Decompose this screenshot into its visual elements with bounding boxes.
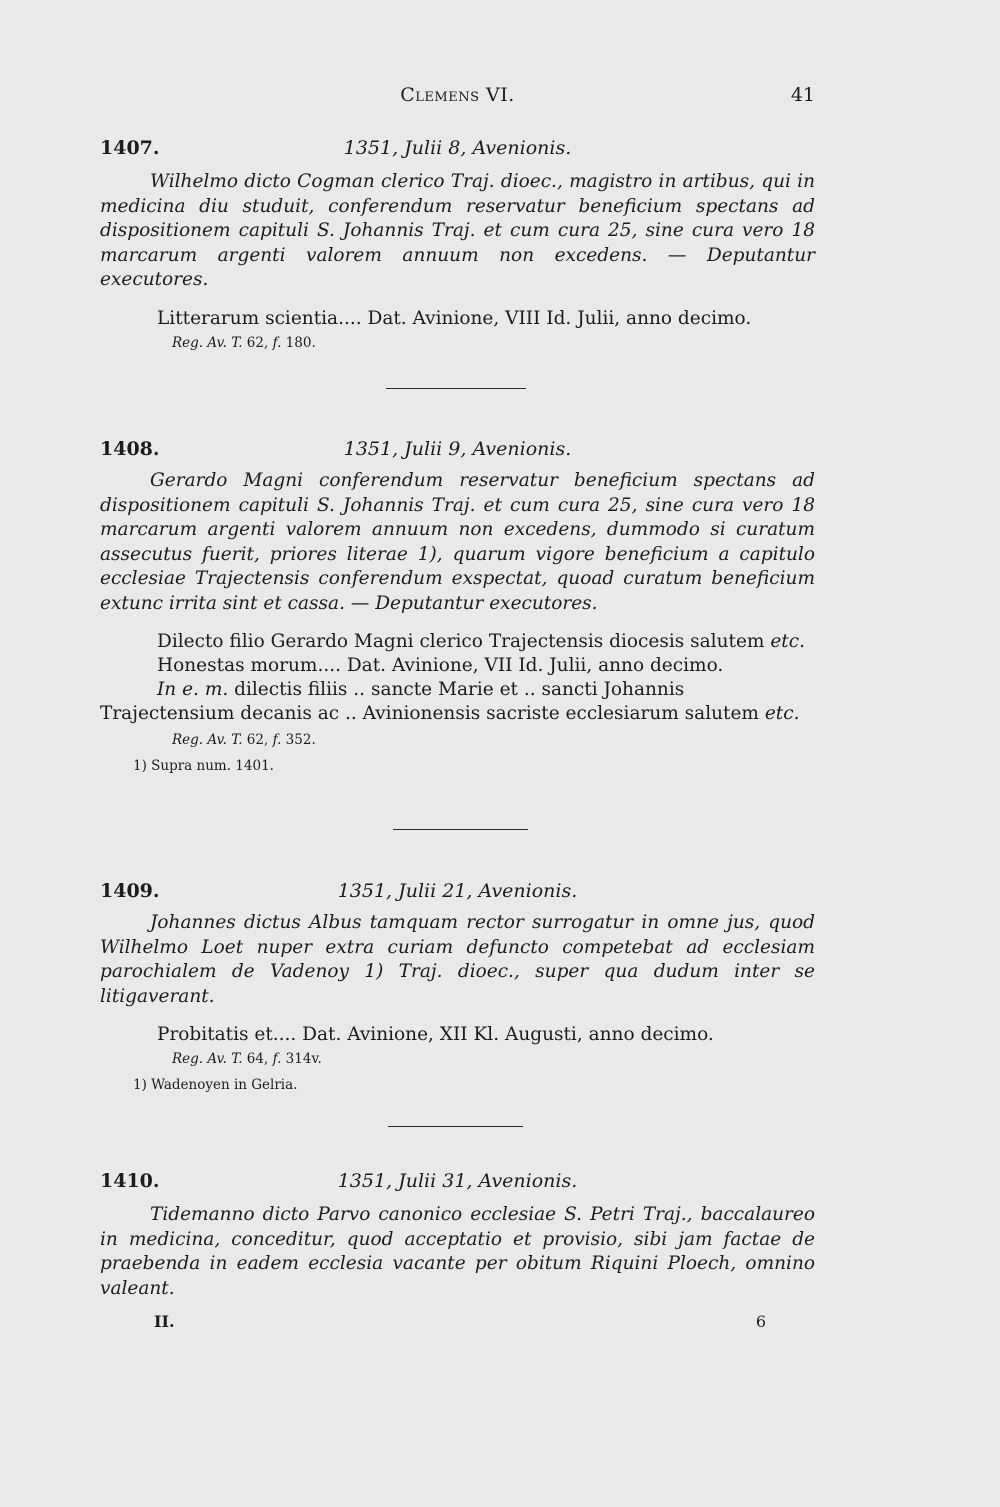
entry-number: 1408. — [100, 438, 160, 460]
entry-number: 1409. — [100, 880, 160, 902]
entry-number: 1410. — [100, 1170, 160, 1192]
reference-value: 64, — [246, 1051, 273, 1067]
reference-value: 62, — [246, 334, 273, 351]
in-eodem-modo: In e. m. — [157, 679, 229, 700]
entry-execution — [100, 678, 815, 726]
entry-heading — [100, 880, 815, 908]
entry-1409 — [100, 880, 815, 1095]
reference-label: Reg. Av. T. — [172, 732, 243, 748]
running-title — [100, 84, 815, 106]
separator-rule — [388, 1126, 523, 1127]
reference-value: 62, — [246, 732, 273, 748]
register-reference — [100, 333, 815, 353]
page-number: 41 — [790, 84, 815, 106]
entry-formula-date: Honestas morum.... Dat. Avinione, VII Id. Julii, anno decimo. — [157, 655, 724, 676]
reference-folio-label: f. — [272, 334, 282, 351]
entry-summary: Gerardo Magni conferendum reservatur beneficium spectans ad dispositionem capituli S. Johannis Traj. et cum cura 25, sine cura vero 18 marcarum argenti valorem annuum non excedens, dummodo si curatum assecutus fuerit, priores literae 1), quarum vigore beneficium a capitulo ecclesiae Trajectensis conferendum exspectat, quoad curatum beneficium extunc irrita sint et cassa. — Deputantur executores. — [100, 470, 815, 614]
entry-1408 — [100, 438, 815, 776]
entry-date: 1351, Julii 21, Avenionis. — [337, 880, 578, 902]
running-title-initial: C — [400, 84, 416, 106]
reference-folio-label: f. — [272, 1051, 282, 1067]
register-reference — [100, 1049, 815, 1069]
entry-date: 1351, Julii 8, Avenionis. — [343, 137, 572, 159]
entry-formula: Probitatis et.... Dat. Avinione, XII Kl. Augusti, anno decimo. — [157, 1024, 714, 1045]
entry-summary: Johannes dictus Albus tamquam rector surrogatur in omne jus, quod Wilhelmo Loet nuper extra curiam defuncto competebat ad ecclesiam parochialem de Vadenoy 1) Traj. dioec., super qua dudum inter se litigaverant. — [100, 912, 815, 1007]
reference-folio: 314v. — [285, 1051, 322, 1067]
salutation-text: Dilecto filio Gerardo Magni clerico Trajectensis diocesis salutem — [157, 631, 765, 652]
salutation-etc: etc. — [770, 631, 805, 652]
execution-etc: etc. — [764, 703, 800, 724]
entry-heading — [100, 1170, 815, 1198]
execution-text: dilectis filiis .. sancte Marie et .. sancti Johannis Trajectensium decanis ac .. Avinionensis sacriste ecclesiarum salutem — [100, 679, 765, 724]
reference-label: Reg. Av. T. — [172, 1051, 243, 1067]
entry-1407 — [100, 137, 815, 353]
footnote: 1) Wadenoyen in Gelria. — [133, 1077, 298, 1093]
reference-label: Reg. Av. T. — [172, 334, 243, 351]
entry-formula-salutation — [100, 630, 815, 654]
entry-date: 1351, Julii 9, Avenionis. — [343, 438, 572, 460]
running-title-rest: lemens VI. — [415, 84, 515, 106]
page-footer — [154, 1312, 766, 1336]
reference-folio: 352. — [285, 732, 316, 748]
reference-folio-label: f. — [272, 732, 282, 748]
reference-folio: 180. — [285, 334, 316, 351]
page-header — [100, 84, 815, 110]
entry-1410 — [100, 1170, 815, 1301]
separator-rule — [393, 829, 528, 830]
entry-date: 1351, Julii 31, Avenionis. — [337, 1170, 578, 1192]
signature-mark-right: 6 — [755, 1312, 766, 1331]
entry-number: 1407. — [100, 137, 160, 159]
register-reference — [100, 730, 815, 750]
separator-rule — [386, 388, 526, 389]
entry-heading — [100, 137, 815, 165]
entry-summary: Wilhelmo dicto Cogman clerico Traj. dioec., magistro in artibus, qui in medicina diu studuit, conferendum reservatur beneficium spectans ad dispositionem capituli S. Johannis Traj. et cum cura 25, sine cura vero 18 marcarum argenti valorem annuum non excedens. — Deputantur executores. — [100, 171, 815, 290]
entry-formula: Litterarum scientia.... Dat. Avinione, VIII Id. Julii, anno decimo. — [157, 307, 752, 329]
footnote: 1) Supra num. 1401. — [133, 758, 274, 774]
signature-mark-left: II. — [154, 1312, 175, 1331]
entry-summary: Tidemanno dicto Parvo canonico ecclesiae S. Petri Traj., baccalaureo in medicina, conceditur, quod acceptatio et provisio, sibi jam factae de praebenda in eadem ecclesia vacante per obitum Riquini Ploech, omnino valeant. — [100, 1204, 815, 1299]
entry-heading — [100, 438, 815, 466]
